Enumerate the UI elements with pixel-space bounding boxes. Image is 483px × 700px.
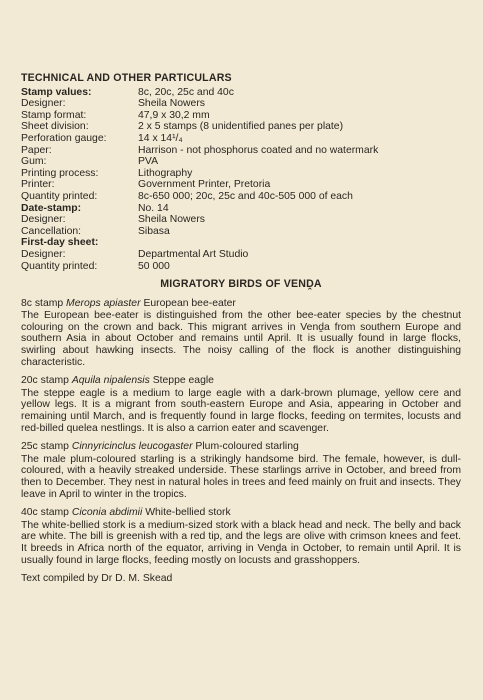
stamp-40c xyxy=(21,507,461,566)
common-name: Plum-coloured starling xyxy=(195,441,299,453)
spec-row xyxy=(21,214,451,226)
spec-value: Sheila Nowers xyxy=(138,214,205,226)
spec-row xyxy=(21,191,451,203)
spec-value: 2 x 5 stamps (8 unidentified panes per plate) xyxy=(138,121,344,133)
spec-label: Quantity printed: xyxy=(21,260,98,272)
spec-label: Sheet division: xyxy=(21,121,89,133)
stamp-value: 8c stamp xyxy=(21,297,64,309)
common-name: Steppe eagle xyxy=(152,375,214,387)
spec-row xyxy=(21,133,451,145)
spec-row xyxy=(21,110,451,122)
spec-value: 8c-650 000; 20c, 25c and 40c-505 000 of each xyxy=(138,190,353,202)
spec-label: Date-stamp: xyxy=(21,202,82,214)
stamp-value: 25c stamp xyxy=(21,441,69,453)
stamp-description: The steppe eagle is a medium to large eagle with a dark-brown plumage, yellow cere and yellow legs. It is a migrant from south-eastern Europe and Asia, appearing in October and remaining until March, and is frequently found in large flocks, feeding on termites, locusts and red-billed quelea nestlings. It is also a carrion eater and scavenger. xyxy=(21,387,461,434)
spec-value: 50 000 xyxy=(138,260,170,272)
spec-row xyxy=(21,168,451,180)
technical-particulars-table xyxy=(21,87,451,273)
spec-row xyxy=(21,249,451,261)
spec-row xyxy=(21,145,451,157)
stamp-20c xyxy=(21,375,461,434)
spec-label: Cancellation: xyxy=(21,225,82,237)
common-name: White-bellied stork xyxy=(145,507,231,519)
stamp-heading xyxy=(21,441,461,453)
spec-row xyxy=(21,226,451,238)
spec-value: Lithography xyxy=(138,167,193,179)
scientific-name: Cinnyricinclus leucogaster xyxy=(71,441,193,453)
spec-label: Designer: xyxy=(21,248,66,260)
spec-value: Sheila Nowers xyxy=(138,98,205,110)
scientific-name: Ciconia abdimii xyxy=(71,507,143,519)
spec-label: Gum: xyxy=(21,156,47,168)
technical-particulars-title: TECHNICAL AND OTHER PARTICULARS xyxy=(21,72,232,84)
stamp-value: 40c stamp xyxy=(21,507,69,519)
spec-row xyxy=(21,98,451,110)
scientific-name: Aquila nipalensis xyxy=(71,375,150,387)
migratory-birds-title: MIGRATORY BIRDS OF VENḒA xyxy=(160,278,322,291)
spec-value: PVA xyxy=(138,156,159,168)
spec-label: First-day sheet: xyxy=(21,237,99,249)
spec-row xyxy=(21,237,451,249)
stamp-25c xyxy=(21,441,461,500)
spec-value: 47,9 x 30,2 mm xyxy=(138,109,210,121)
spec-value: 14 x 14¹/₄ xyxy=(138,132,183,144)
spec-label: Perforation gauge: xyxy=(21,132,107,144)
spec-value: 8c, 20c, 25c and 40c xyxy=(138,86,234,98)
spec-row xyxy=(21,261,451,273)
spec-value: Departmental Art Studio xyxy=(138,248,249,260)
document-content xyxy=(21,73,461,585)
stamp-value: 20c stamp xyxy=(21,375,69,387)
spec-label: Printer: xyxy=(21,179,55,191)
common-name: European bee-eater xyxy=(143,297,236,309)
stamp-description: The white-bellied stork is a medium-sized stork with a black head and neck. The belly and back are white. The bill is greenish with a red tip, and the legs are olive with crimson knees and feet. It breeds in Africa north of the equator, arriving in Venḓa in October, to remain until April. It is usually found in large flocks, feeding mostly on locusts and grasshoppers. xyxy=(21,519,461,566)
scientific-name: Merops apiaster xyxy=(66,297,141,309)
spec-label: Paper: xyxy=(21,144,52,156)
spec-label: Designer: xyxy=(21,98,66,110)
spec-label: Quantity printed: xyxy=(21,190,98,202)
text-credit: Text compiled by Dr D. M. Skead xyxy=(21,573,173,585)
stamp-heading xyxy=(21,298,461,310)
spec-value: Sibasa xyxy=(138,225,170,237)
spec-value xyxy=(138,237,451,249)
spec-label: Designer: xyxy=(21,214,66,226)
spec-value: No. 14 xyxy=(138,202,169,214)
stamp-description: The European bee-eater is distinguished from the other bee-eater species by the chestnut colouring on the crown and back. This migrant arrives in Venḓa from southern Europe and southern Asia in about October and remains until April. It is usually found in large flocks, swirling about hawking insects. The noisy calling of the flock is another distinguishing characteristic. xyxy=(21,310,461,368)
spec-value: Government Printer, Pretoria xyxy=(138,179,271,191)
stamp-8c xyxy=(21,298,461,369)
spec-row xyxy=(21,156,451,168)
spec-row xyxy=(21,179,451,191)
spec-row xyxy=(21,203,451,215)
stamp-heading xyxy=(21,507,461,519)
spec-row xyxy=(21,121,451,133)
spec-value: Harrison - not phosphorus coated and no watermark xyxy=(138,144,379,156)
spec-label: Stamp format: xyxy=(21,109,87,121)
spec-label: Stamp values: xyxy=(21,86,92,98)
spec-row xyxy=(21,87,451,99)
stamp-description: The male plum-coloured starling is a strikingly handsome bird. The female, however, is dull-coloured, with a heavily streaked underside. These starlings arrive in October, and breed from then to December. They nest in natural holes in trees and feed mainly on fruit and insects. They leave in April to winter in the tropics. xyxy=(21,453,461,500)
stamp-heading xyxy=(21,375,461,387)
spec-label: Printing process: xyxy=(21,167,99,179)
